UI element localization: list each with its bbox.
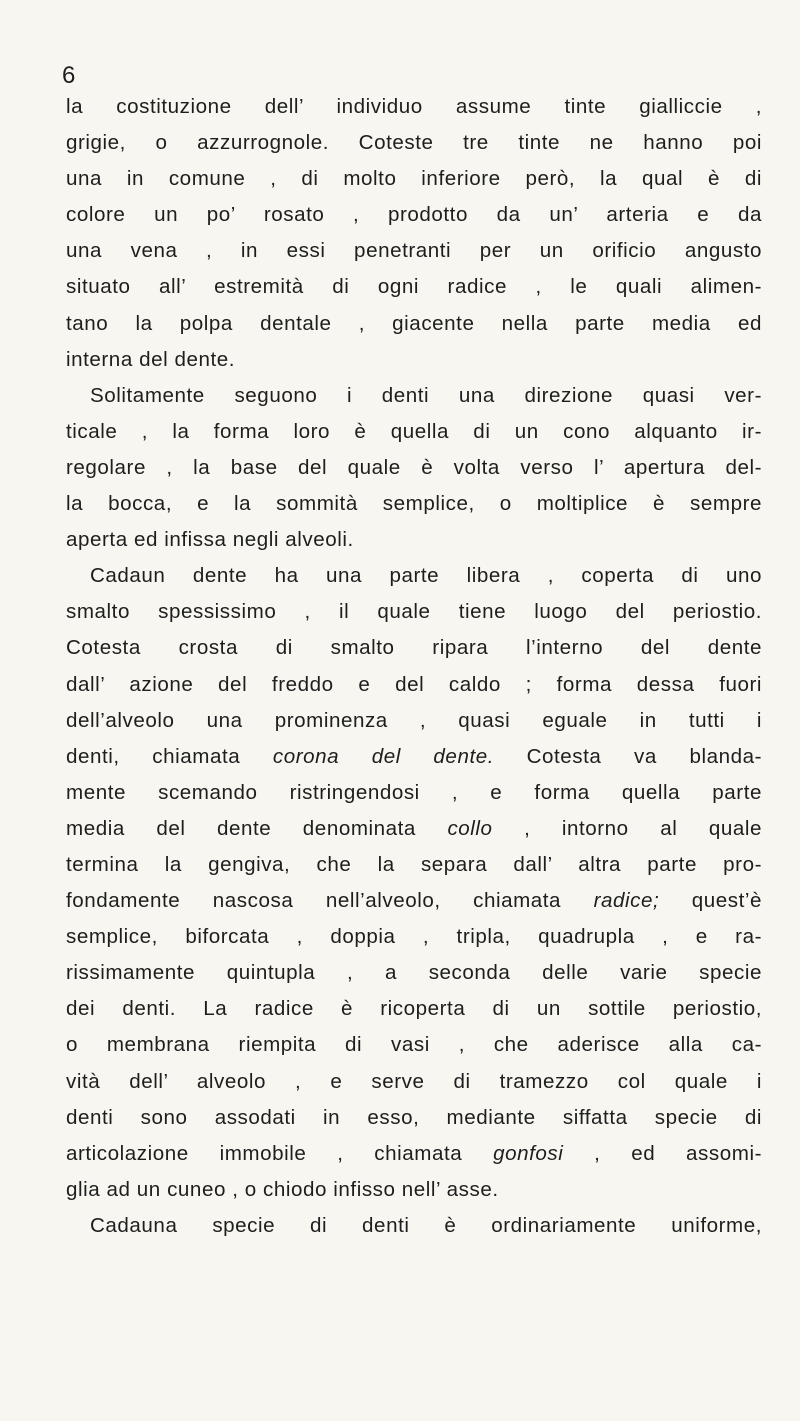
text-line bbox=[66, 883, 762, 919]
text-segment: glia ad un cuneo , o chiodo infisso nell’ asse. bbox=[66, 1177, 499, 1201]
text-line bbox=[66, 558, 762, 594]
text-line bbox=[66, 1100, 762, 1136]
text-segment: grigie, o azzurrognole. Coteste tre tinte ne hanno poi bbox=[66, 131, 762, 155]
italic-term: gonfosi bbox=[493, 1141, 564, 1165]
text-line bbox=[66, 233, 762, 269]
text-segment: situato all’ estremità di ogni radice , le quali alimen- bbox=[66, 275, 762, 299]
text-line bbox=[66, 486, 762, 522]
text-line bbox=[66, 1136, 762, 1172]
italic-term: collo bbox=[447, 816, 493, 840]
text-line bbox=[66, 161, 762, 197]
text-segment: Cadauna specie di denti è ordinariamente uniforme, bbox=[90, 1213, 762, 1237]
italic-term: corona del dente. bbox=[272, 744, 494, 768]
text-segment: la costituzione dell’ individuo assume tinte gialliccie , bbox=[66, 95, 762, 118]
text-segment: , intorno al quale bbox=[492, 816, 762, 840]
text-line bbox=[66, 450, 762, 486]
text-segment: ticale , la forma loro è quella di un cono alquanto ir- bbox=[66, 419, 762, 443]
text-segment: Cotesta va blanda- bbox=[494, 744, 762, 768]
text-line bbox=[66, 1172, 762, 1208]
text-line bbox=[66, 739, 762, 775]
text-segment: una in comune , di molto inferiore però, la qual è di bbox=[66, 167, 762, 191]
text-segment: Solitamente seguono i denti una direzione quasi ver- bbox=[90, 383, 762, 407]
text-segment: fondamente nascosa nell’alveolo, chiamata bbox=[66, 889, 594, 913]
text-line bbox=[66, 811, 762, 847]
text-segment: dei denti. La radice è ricoperta di un sottile periostio, bbox=[66, 997, 762, 1021]
text-line bbox=[66, 89, 762, 125]
text-segment: la bocca, e la sommità semplice, o moltiplice è sempre bbox=[66, 492, 762, 516]
text-line bbox=[66, 378, 762, 414]
text-segment: quest’è bbox=[659, 889, 762, 913]
text-segment: rissimamente quintupla , a seconda delle varie specie bbox=[66, 961, 762, 985]
text-segment: regolare , la base del quale è volta verso l’ apertura del- bbox=[66, 455, 762, 479]
text-line bbox=[66, 1064, 762, 1100]
text-line bbox=[66, 847, 762, 883]
text-segment: interna del dente. bbox=[66, 347, 236, 371]
text-segment: aperta ed infissa negli alveoli. bbox=[66, 528, 354, 552]
text-line bbox=[66, 667, 762, 703]
text-segment: articolazione immobile , chiamata bbox=[66, 1141, 494, 1165]
text-segment: o membrana riempita di vasi , che aderisce alla ca- bbox=[66, 1033, 762, 1057]
text-segment: termina la gengiva, che la separa dall’ altra parte pro- bbox=[66, 852, 762, 876]
text-line bbox=[66, 1027, 762, 1063]
text-segment: Cadaun dente ha una parte libera , coperta di uno bbox=[90, 564, 762, 588]
text-segment: vità dell’ alveolo , e serve di tramezzo col quale i bbox=[66, 1069, 762, 1093]
text-segment: smalto spessissimo , il quale tiene luogo del periostio. bbox=[66, 600, 762, 624]
text-segment: , ed assomi- bbox=[563, 1141, 762, 1165]
text-line bbox=[66, 703, 762, 739]
text-line bbox=[66, 342, 762, 378]
text-line bbox=[66, 630, 762, 666]
text-line bbox=[66, 522, 762, 558]
text-line bbox=[66, 197, 762, 233]
body-text bbox=[66, 89, 762, 1244]
text-line bbox=[66, 919, 762, 955]
page-number: 6 bbox=[62, 62, 76, 89]
text-line bbox=[66, 991, 762, 1027]
text-segment: mente scemando ristringendosi , e forma quella parte bbox=[66, 780, 762, 804]
text-line bbox=[66, 955, 762, 991]
text-line bbox=[66, 594, 762, 630]
text-segment: media del dente denominata bbox=[66, 816, 448, 840]
italic-term: radice; bbox=[593, 889, 660, 913]
text-segment: semplice, biforcata , doppia , tripla, quadrupla , e ra- bbox=[66, 925, 762, 949]
text-segment: colore un po’ rosato , prodotto da un’ arteria e da bbox=[66, 203, 762, 227]
text-segment: una vena , in essi penetranti per un orificio angusto bbox=[66, 239, 762, 263]
text-segment: Cotesta crosta di smalto ripara l’interno del dente bbox=[66, 636, 762, 660]
text-line bbox=[66, 414, 762, 450]
text-segment: tano la polpa dentale , giacente nella parte media ed bbox=[66, 311, 762, 335]
text-line bbox=[66, 1208, 762, 1244]
text-segment: dall’ azione del freddo e del caldo ; forma dessa fuori bbox=[66, 672, 762, 696]
text-line bbox=[66, 125, 762, 161]
text-line bbox=[66, 775, 762, 811]
text-segment: dell’alveolo una prominenza , quasi eguale in tutti i bbox=[66, 708, 762, 732]
text-segment: denti, chiamata bbox=[66, 744, 273, 768]
text-line bbox=[66, 306, 762, 342]
text-segment: denti sono assodati in esso, mediante siffatta specie di bbox=[66, 1105, 762, 1129]
text-line bbox=[66, 269, 762, 305]
